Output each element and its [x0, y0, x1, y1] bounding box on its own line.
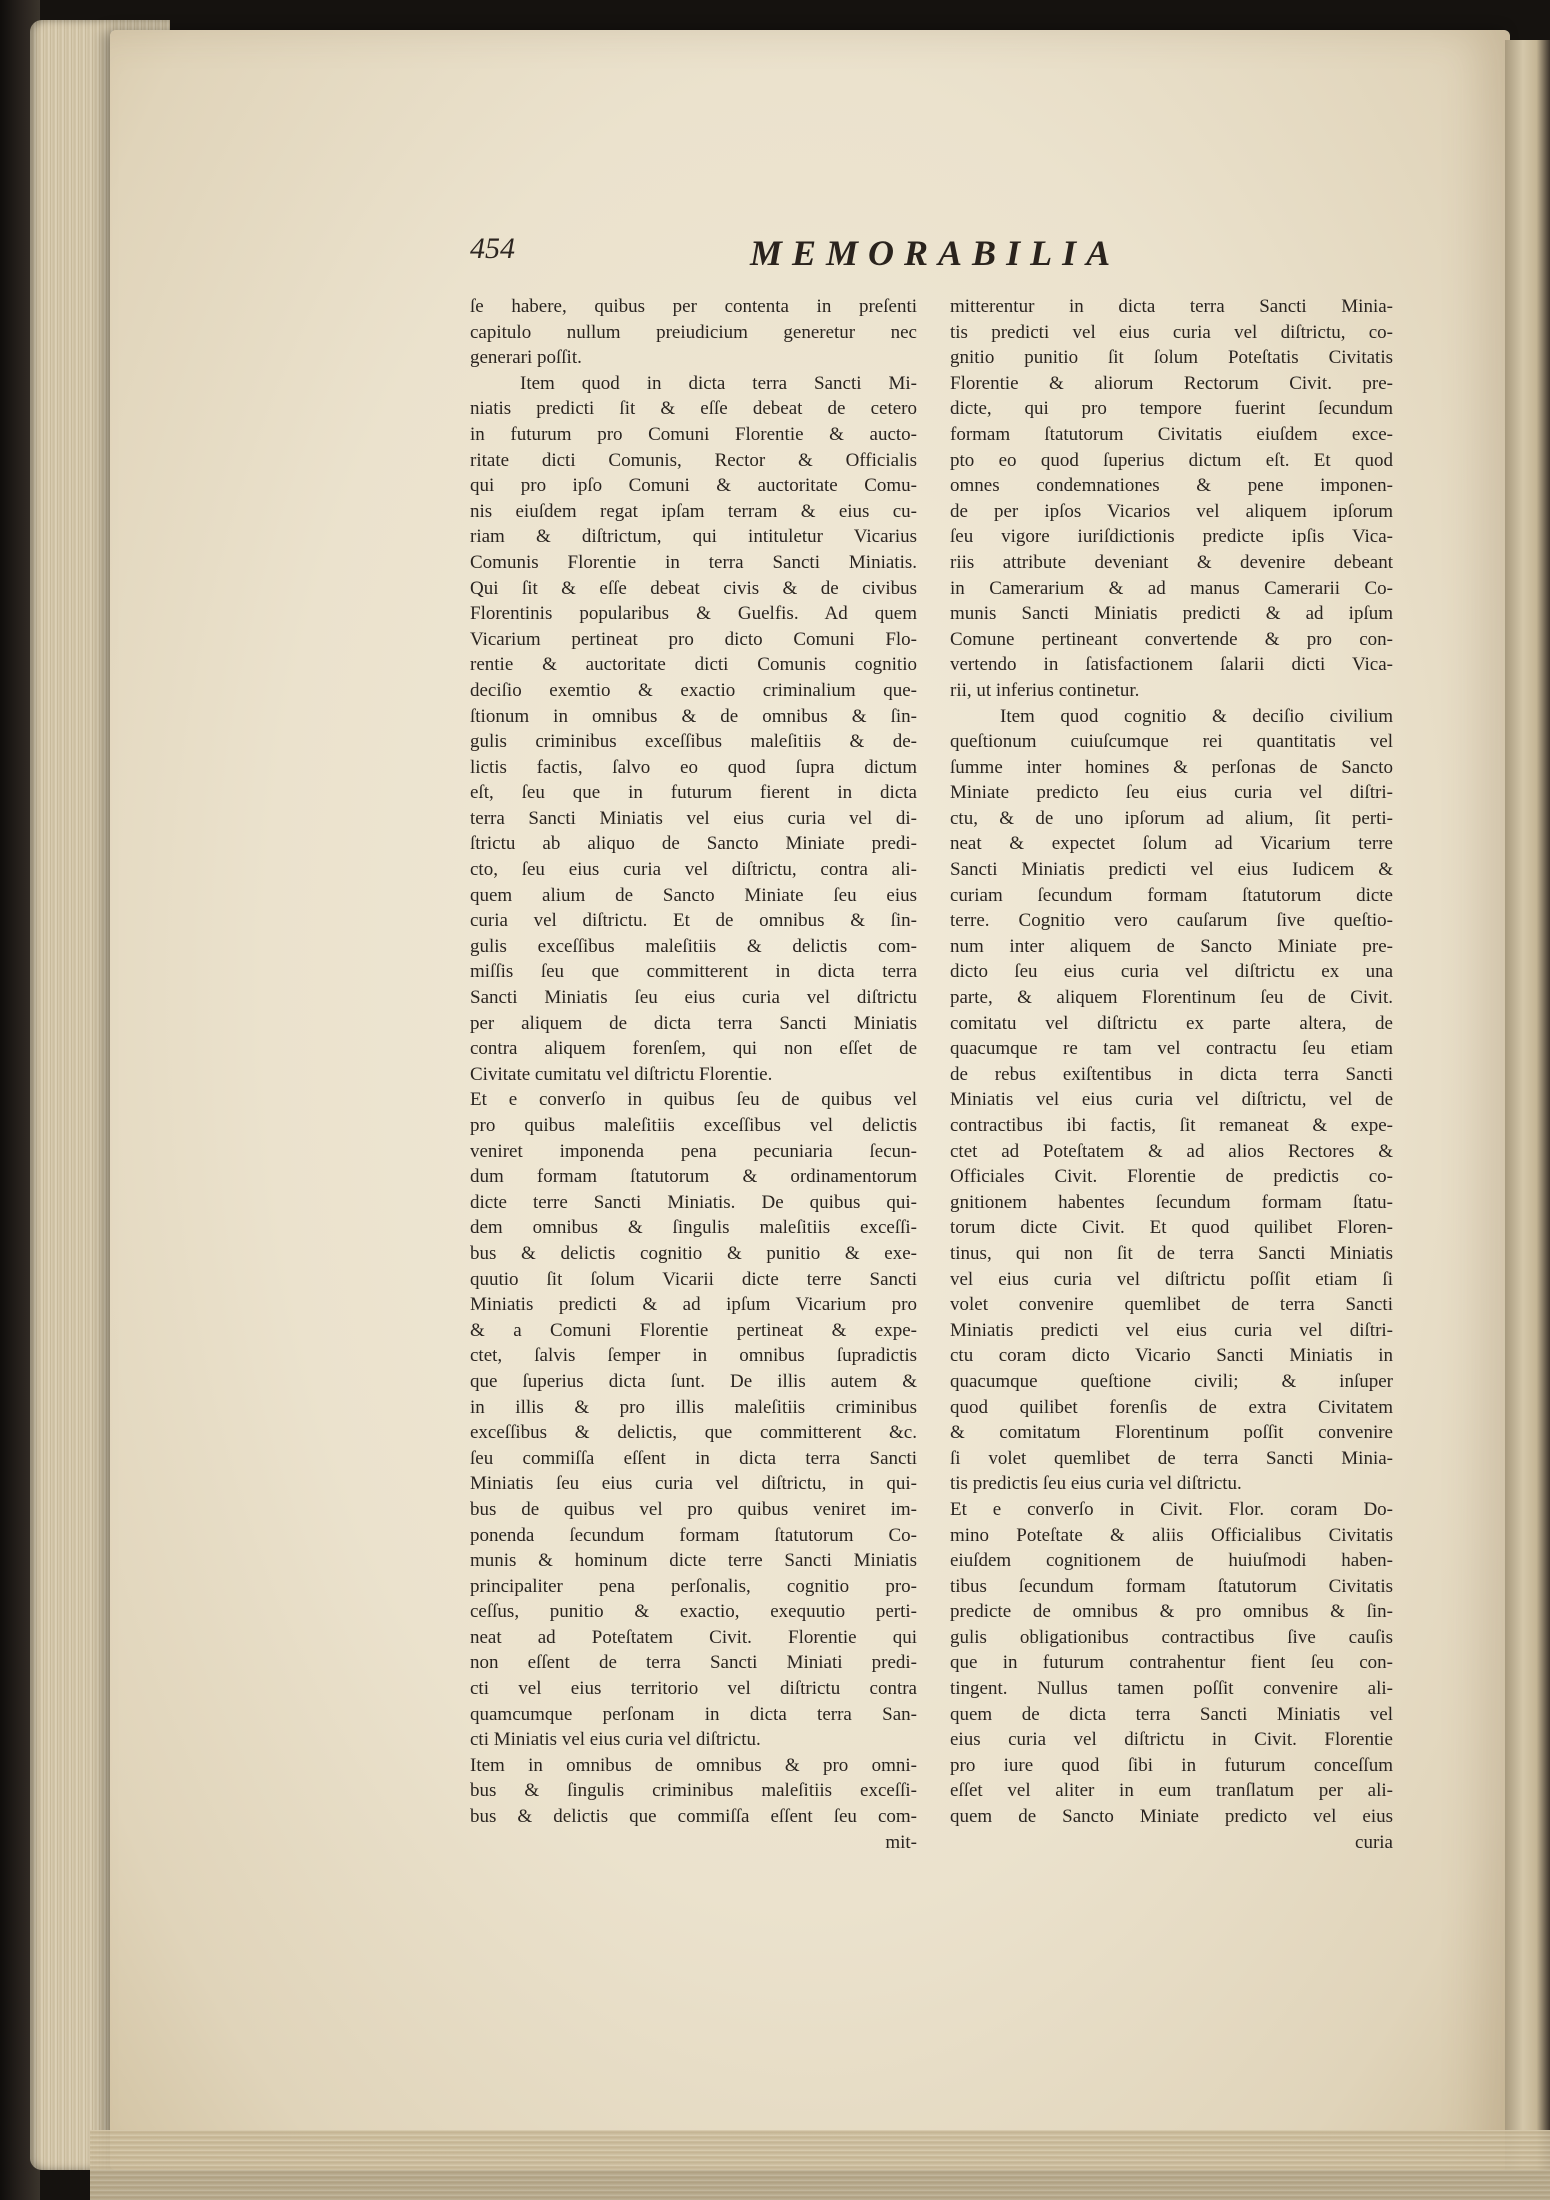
text-line: ponenda ſecundum formam ſtatutorum Co- [470, 1524, 917, 1546]
text-line: & comitatum Florentinum poſſit convenire [950, 1422, 1393, 1444]
text-line: terre. Cognitio vero cauſarum ſive queſtio- [950, 910, 1393, 932]
text-line: neat ad Poteſtatem Civit. Florentie qui [470, 1626, 917, 1648]
text-line: mitterentur in dicta terra Sancti Minia- [950, 296, 1393, 317]
text-line: tis predicti vel eius curia vel diſtrictu, co- [950, 321, 1393, 343]
text-line: curiam ſecundum formam ſtatutorum dicte [950, 884, 1393, 906]
text-line: bus & delictis cognitio & punitio & exe- [470, 1242, 917, 1264]
text-line: ſeu vigore iuriſdictionis predicte ipſis Vica- [950, 526, 1393, 548]
text-line: deciſio exemtio & exactio criminalium que- [470, 679, 917, 701]
text-line: Civitate cumitatu vel diſtrictu Florentie. [470, 1063, 773, 1085]
text-line: Florentie & aliorum Rectorum Civit. pre- [950, 372, 1393, 394]
text-line: Miniatis ſeu eius curia vel diſtrictu, in qui- [470, 1473, 917, 1495]
text-line: generari poſſit. [470, 347, 582, 369]
text-line: Item quod in dicta terra Sancti Mi- [520, 372, 917, 394]
text-line: qui pro ipſo Comuni & auctoritate Comu- [470, 475, 917, 497]
text-line: omnes condemnationes & pene imponen- [950, 475, 1393, 497]
text-line: neat & expectet ſolum ad Vicarium terre [950, 833, 1393, 855]
text-line: gnitionem habentes ſecundum formam ſtatu- [950, 1191, 1393, 1213]
text-line: non eſſent de terra Sancti Miniati predi- [470, 1652, 917, 1674]
text-line: Et e converſo in Civit. Flor. coram Do- [950, 1498, 1393, 1520]
text-line: vel eius curia vel diſtrictu poſſit etiam ſi [950, 1268, 1393, 1290]
text-line: ctet, ſalvis ſemper in omnibus ſupradictis [470, 1345, 917, 1367]
text-line: bus de quibus vel pro quibus veniret im- [470, 1498, 917, 1520]
text-line: Comunis Florentie in terra Sancti Miniatis. [470, 551, 917, 573]
text-line: quod quilibet forenſis de extra Civitatem [950, 1396, 1393, 1418]
text-line: pro quibus maleſitiis exceſſibus vel delictis [470, 1115, 917, 1136]
text-line: ſtrictu ab aliquo de Sancto Miniate predi- [470, 833, 917, 855]
text-line: munis Sancti Miniatis predicti & ad ipſum [950, 603, 1393, 625]
text-line: ſumme inter homines & perſonas de Sancto [950, 756, 1393, 778]
text-line: munis & hominum dicte terre Sancti Miniatis [470, 1550, 917, 1572]
page-edges-bottom [90, 2130, 1550, 2200]
text-line: volet convenire quemlibet de terra Sancti [950, 1294, 1393, 1316]
text-line: cti vel eius territorio vel diſtrictu contra [470, 1678, 917, 1700]
text-line: ceſſus, punitio & exactio, exequutio perti- [470, 1601, 917, 1623]
text-line: Item quod cognitio & deciſio civilium [1000, 705, 1393, 727]
text-line: torum dicte Civit. Et quod quilibet Floren- [950, 1217, 1393, 1239]
text-line: ritate dicti Comunis, Rector & Officialis [470, 449, 917, 471]
right-text-column [950, 294, 1393, 1855]
text-line: eſt, ſeu que in futurum fierent in dicta [470, 782, 917, 804]
text-line: ctu, & de uno ipſorum ad alium, ſit perti- [950, 807, 1393, 829]
text-line: num inter aliquem de Sancto Miniate pre- [950, 935, 1393, 957]
text-line: quem de dicta terra Sancti Miniatis vel [950, 1703, 1393, 1725]
text-line: pro iure quod ſibi in futurum conceſſum [950, 1754, 1393, 1776]
text-line: in Camerarium & ad manus Camerarii Co- [950, 577, 1393, 599]
catchword: mit- [885, 1831, 917, 1853]
text-line: tis predictis ſeu eius curia vel diſtrictu. [950, 1473, 1242, 1495]
text-line: Miniate predicto ſeu eius curia vel diſtri- [950, 782, 1393, 804]
text-line: quacumque queſtione civili; & inſuper [950, 1370, 1393, 1392]
text-line: comitatu vel diſtrictu ex parte altera, de [950, 1012, 1393, 1034]
text-line: pto eo quod ſuperius dictum eſt. Et quod [950, 449, 1393, 471]
text-line: Miniatis vel eius curia vel diſtrictu, vel de [950, 1089, 1393, 1111]
text-line: in illis & pro illis maleſitiis criminibus [470, 1396, 917, 1418]
text-line: exceſſibus & delictis, que committerent &c. [470, 1422, 917, 1444]
text-line: quutio ſit ſolum Vicarii dicte terre Sancti [470, 1268, 917, 1290]
text-line: quem alium de Sancto Miniate ſeu eius [470, 884, 917, 906]
text-line: lictis factis, ſalvo eo quod ſupra dictum [470, 756, 917, 778]
text-line: Vicarium pertineat pro dicto Comuni Flo- [470, 628, 917, 650]
text-line: dum formam ſtatutorum & ordinamentorum [470, 1166, 917, 1188]
text-line: veniret imponenda pena pecuniaria ſecun- [470, 1140, 917, 1162]
text-line: dicto ſeu eius curia vel diſtrictu ex una [950, 961, 1393, 983]
text-line: ſeu commiſſa eſſent in dicta terra Sancti [470, 1447, 917, 1469]
text-line: Miniatis predicti & ad ipſum Vicarium pro [470, 1294, 917, 1316]
text-line: Miniatis predicti vel eius curia vel diſtri- [950, 1319, 1393, 1341]
text-line: nis eiuſdem regat ipſam terram & eius cu- [470, 500, 917, 522]
text-line: quacumque re tam vel contractu ſeu etiam [950, 1038, 1393, 1060]
running-head [470, 232, 1170, 282]
text-line: tingent. Nullus tamen poſſit convenire ali- [950, 1678, 1393, 1700]
text-line: ſe habere, quibus per contenta in preſenti [470, 296, 917, 317]
text-line: eiuſdem cognitionem de huiuſmodi haben- [950, 1550, 1393, 1572]
text-line: & a Comuni Florentie pertineat & expe- [470, 1319, 917, 1341]
text-line: gulis exceſſibus maleſitiis & delictis com- [470, 935, 917, 957]
text-line: terra Sancti Miniatis vel eius curia vel di- [470, 807, 917, 829]
text-line: riis attribute deveniant & devenire debeant [950, 551, 1393, 573]
text-line: principaliter pena perſonalis, cognitio pro- [470, 1575, 917, 1597]
text-line: rentie & auctoritate dicti Comunis cognitio [470, 654, 917, 676]
text-line: Comune pertineant convertende & pro con- [950, 628, 1393, 650]
text-line: per aliquem de dicta terra Sancti Miniatis [470, 1012, 917, 1034]
text-line: de per ipſos Vicarios vel aliquem ipſorum [950, 500, 1393, 522]
text-line: ctu coram dicto Vicario Sancti Miniatis in [950, 1345, 1393, 1367]
text-line: Sancti Miniatis predicti vel eius Iudicem & [950, 859, 1393, 881]
text-line: Qui ſit & eſſe debeat civis & de civibus [470, 577, 917, 599]
text-line: eſſet vel aliter in eum tranſlatum per ali- [950, 1780, 1393, 1802]
text-line: ſi volet quemlibet de terra Sancti Minia- [950, 1447, 1393, 1469]
text-line: contractibus ibi factis, ſit remaneat & expe- [950, 1115, 1393, 1136]
text-line: tinus, qui non ſit de terra Sancti Miniatis [950, 1242, 1393, 1264]
text-line: gulis obligationibus contractibus ſive cauſis [950, 1626, 1393, 1648]
text-line: capitulo nullum preiudicium generetur nec [470, 321, 917, 343]
text-line: gnitio punitio ſit ſolum Poteſtatis Civitatis [950, 347, 1393, 369]
text-line: que in futurum contrahentur fient ſeu con- [950, 1652, 1393, 1674]
text-line: gulis criminibus exceſſibus maleſitiis & de- [470, 731, 917, 753]
text-line: in futurum pro Comuni Florentie & aucto- [470, 423, 917, 445]
text-line: miſſis ſeu que committerent in dicta terra [470, 961, 917, 983]
facing-page-gutter [1505, 40, 1550, 2170]
text-line: eius curia vel diſtrictu in Civit. Florentie [950, 1729, 1393, 1751]
text-line: ctet ad Poteſtatem & ad alios Rectores & [950, 1140, 1393, 1162]
text-line: Florentinis popularibus & Guelfis. Ad quem [470, 603, 917, 625]
text-line: quem de Sancto Miniate predicto vel eius [950, 1806, 1393, 1828]
text-line: Sancti Miniatis ſeu eius curia vel diſtrictu [470, 987, 917, 1009]
text-line: quamcumque perſonam in dicta terra San- [470, 1703, 917, 1725]
text-line: tibus ſecundum formam ſtatutorum Civitatis [950, 1575, 1393, 1597]
text-line: contra aliquem forenſem, qui non eſſet de [470, 1038, 917, 1060]
text-line: dicte terre Sancti Miniatis. De quibus qui- [470, 1191, 917, 1213]
text-line: Et e converſo in quibus ſeu de quibus vel [470, 1089, 917, 1111]
text-line: riam & diſtrictum, qui intituletur Vicarius [470, 526, 917, 548]
text-line: bus & delictis que commiſſa eſſent ſeu com- [470, 1806, 917, 1828]
text-line: Item in omnibus de omnibus & pro omni- [470, 1754, 917, 1776]
text-line: de rebus exiſtentibus in dicta terra Sancti [950, 1063, 1393, 1085]
running-title: MEMORABILIA [750, 233, 1121, 273]
text-line: bus & ſingulis criminibus maleſitiis exceſſi- [470, 1780, 917, 1802]
text-line: formam ſtatutorum Civitatis eiuſdem exce- [950, 423, 1393, 445]
text-line: dicte, qui pro tempore fuerint ſecundum [950, 398, 1393, 420]
text-line: Officiales Civit. Florentie de predictis co- [950, 1166, 1393, 1188]
text-line: cto, ſeu eius curia vel diſtrictu, contra ali- [470, 859, 917, 881]
text-line: rii, ut inferius continetur. [950, 679, 1140, 701]
text-line: vertendo in ſatisfactionem ſalarii dicti Vica- [950, 654, 1393, 676]
catchword: curia [1355, 1831, 1393, 1853]
text-line: dem omnibus & ſingulis maleſitiis exceſſi- [470, 1217, 917, 1239]
text-line: ſtionum in omnibus & de omnibus & ſin- [470, 705, 917, 727]
text-line: queſtionum cuiuſcumque rei quantitatis vel [950, 731, 1393, 753]
text-line: mino Poteſtate & aliis Officialibus Civitatis [950, 1524, 1393, 1546]
page-number: 454 [470, 232, 515, 265]
text-line: niatis predicti ſit & eſſe debeat de cetero [470, 398, 917, 420]
text-line: curia vel diſtrictu. Et de omnibus & ſin- [470, 910, 917, 932]
left-text-column [470, 294, 917, 1855]
text-line: predicte de omnibus & pro omnibus & ſin- [950, 1601, 1393, 1623]
text-line: que ſuperius dicta ſunt. De illis autem & [470, 1370, 917, 1392]
text-line: parte, & aliquem Florentinum ſeu de Civit. [950, 987, 1393, 1009]
text-line: cti Miniatis vel eius curia vel diſtrictu. [470, 1729, 761, 1751]
